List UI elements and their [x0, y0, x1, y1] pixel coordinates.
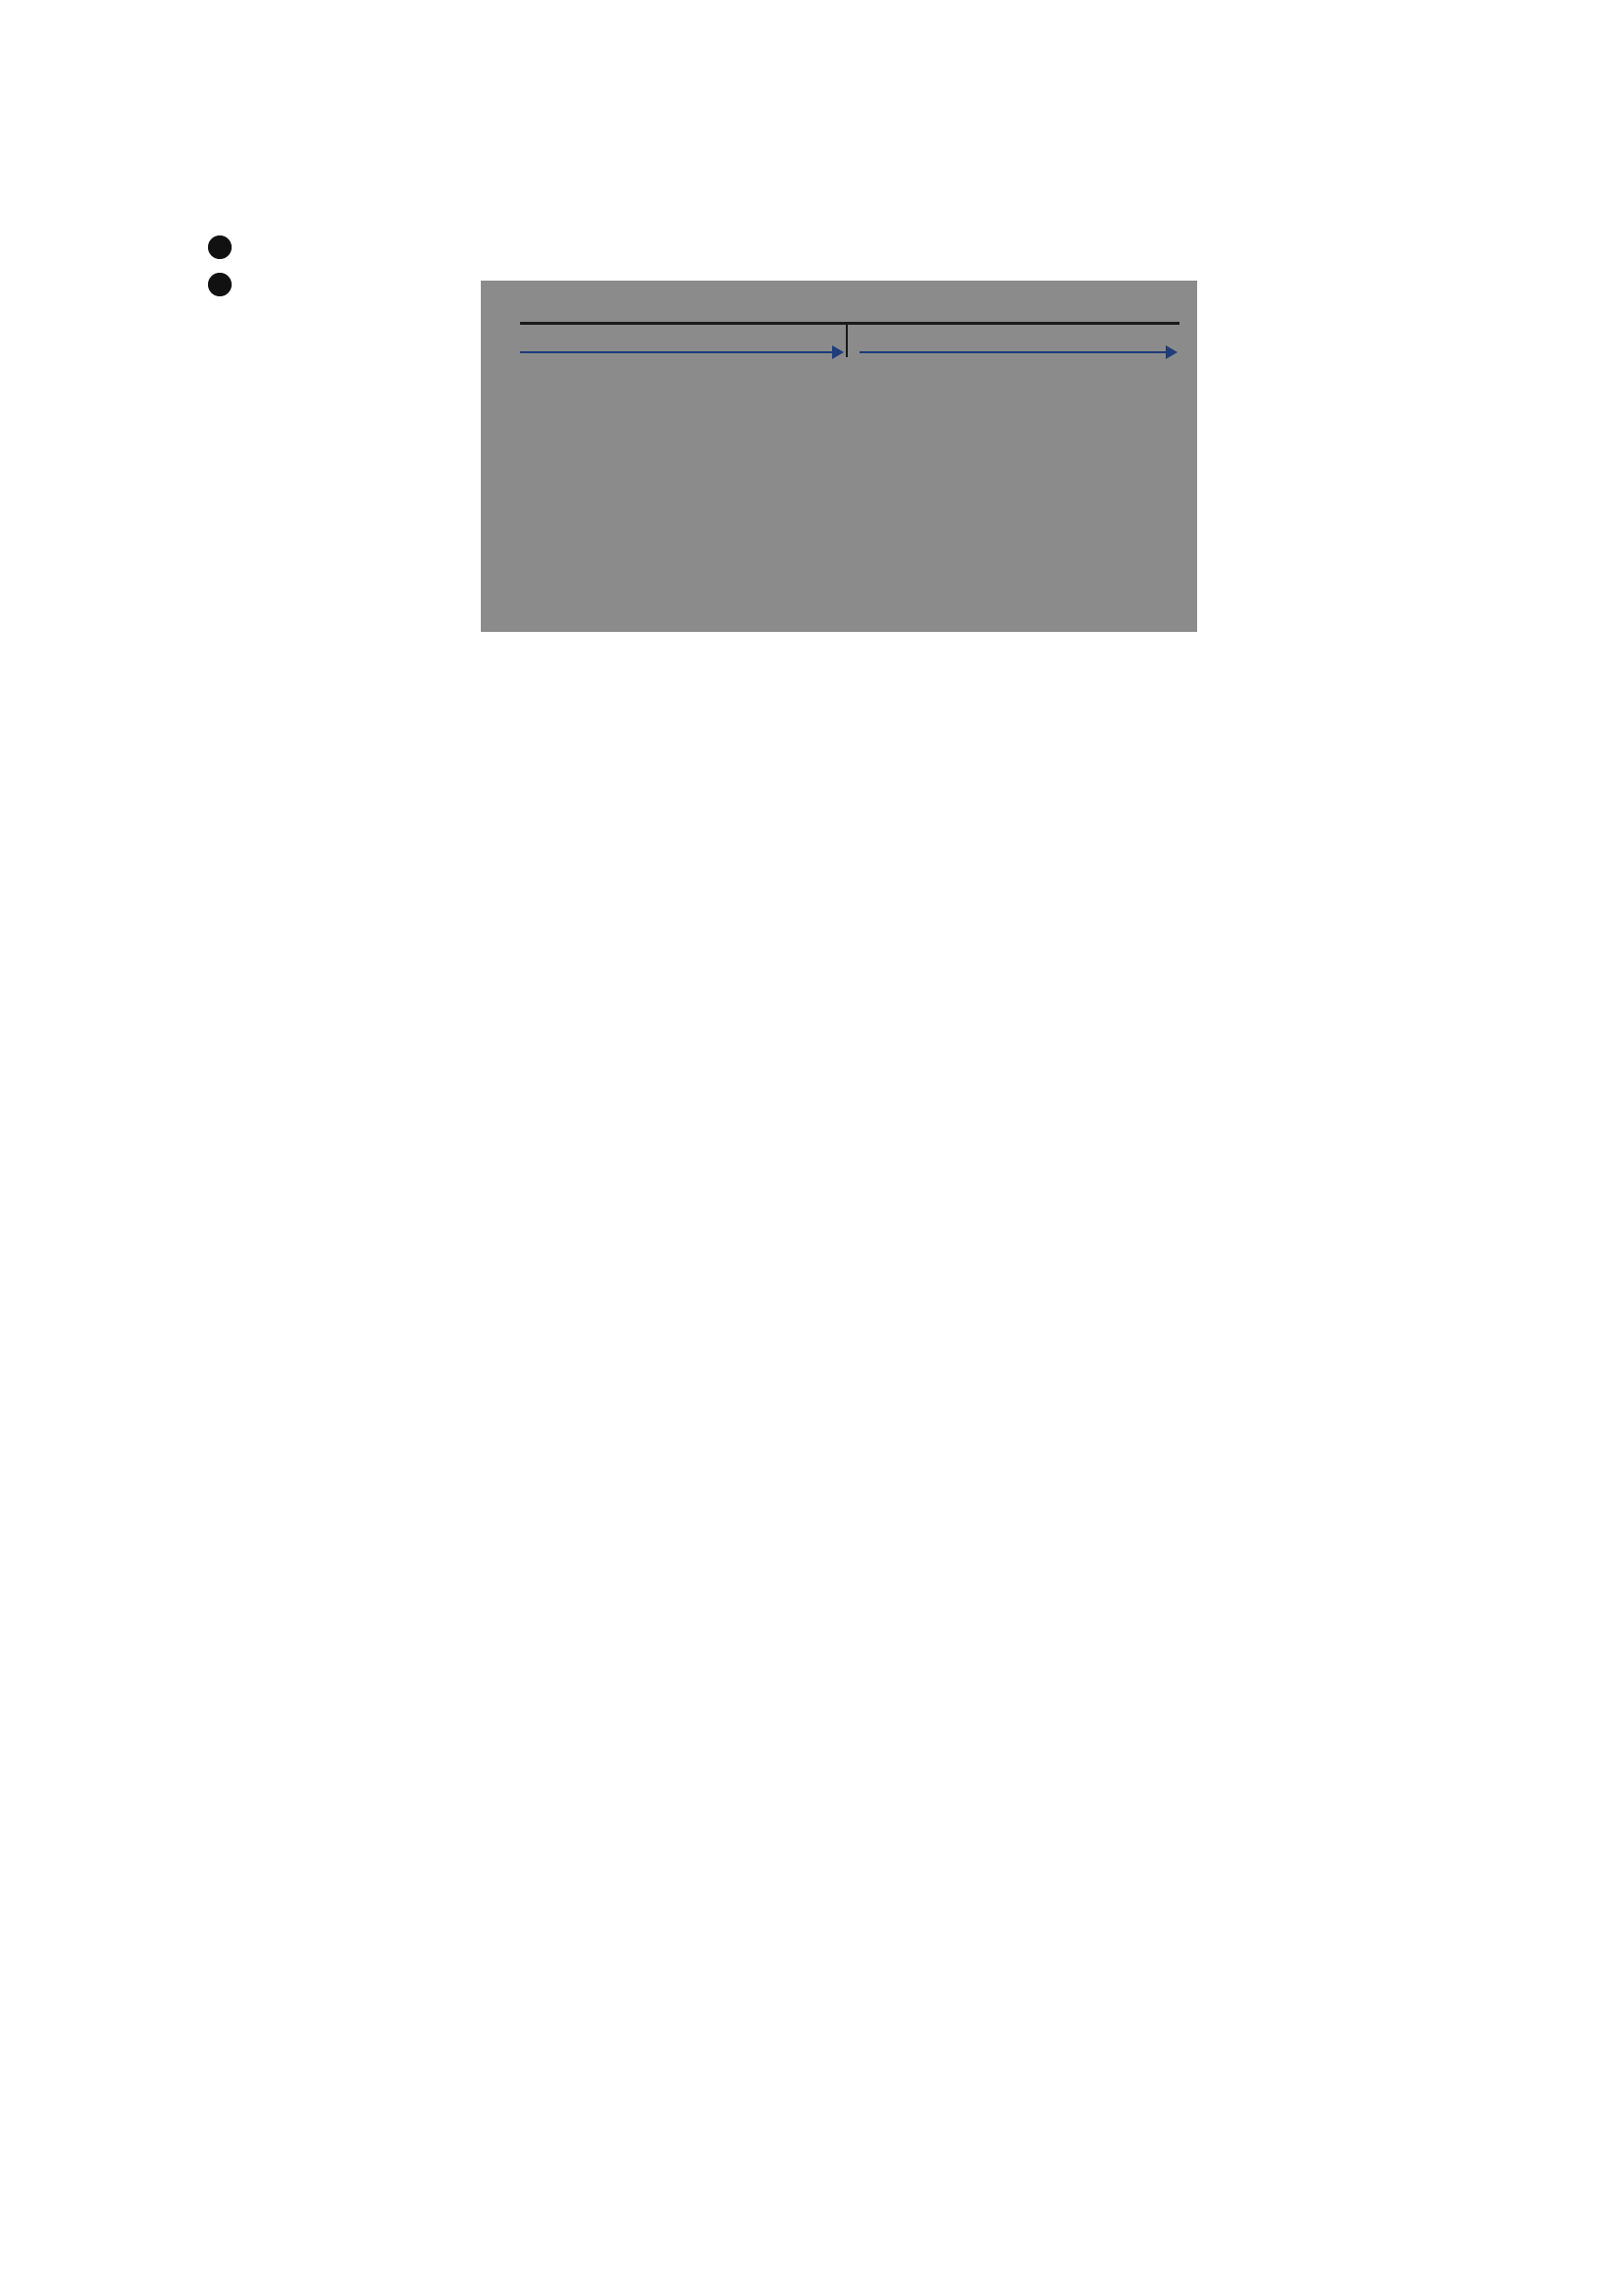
- arrow-right-icon: [860, 351, 1168, 353]
- wrap-text-left: [157, 516, 471, 663]
- herzberg-figure: [481, 281, 1197, 632]
- figure-zero-tick: [846, 322, 848, 357]
- figure-wrap: [157, 281, 1482, 649]
- figure-rule: [520, 322, 1179, 325]
- bullet-icon: [208, 235, 232, 259]
- document-body: [157, 155, 1482, 686]
- wrap-text-right: [1224, 516, 1518, 663]
- arrow-left-icon: [520, 351, 834, 353]
